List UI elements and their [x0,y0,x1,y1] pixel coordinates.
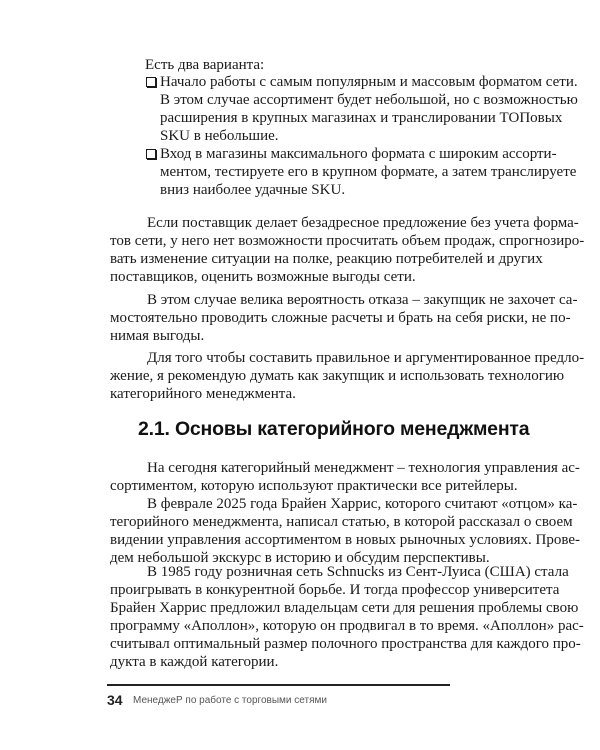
text-line: В этом случае ассортимент будет небольшой, но с возможностью [160,92,578,108]
text-line: тегорийного менеджмента, написал статью, в которой рассказал о своем [110,514,573,530]
paragraph [110,495,581,567]
text-line: видении управления ассортиментом в новых рыночных условиях. Прове- [110,532,581,548]
text-line: расширения в крупных магазинах и транслировании ТОПовых [160,110,563,126]
text-line: Вход в магазины максимального формата с широким ассорти- [160,146,557,162]
text-line: В 1985 году розничная сеть Schnucks из Сент-Луиса (США) стала [147,564,569,580]
text-line: сортиментом, которую используют практически все ритейлеры. [110,478,518,494]
paragraph [110,214,585,286]
text-line: Начало работы с самым популярным и массовым форматом сети. [160,74,578,90]
section-heading: 2.1. Основы категорийного менеджмента [138,418,530,440]
text-line: проигрывать в конкурентной борьбе. И тогда профессор университета [110,582,560,598]
text-line: считывал оптимальный размер полочного пространства для каждого про- [110,636,581,652]
paragraph [110,459,580,495]
text-line: нимая выгоды. [110,328,205,344]
text-line: В феврале 2025 года Брайен Харрис, которого считают «отцом» ка- [147,496,578,512]
paragraph [110,291,578,345]
paragraph [110,349,585,403]
text-line: мостоятельно проводить сложные расчеты и брать на себя риски, не по- [110,310,571,326]
text-line: На сегодня категорийный менеджмент – технология управления ас- [147,460,580,476]
text-line: дем небольшой экскурс в историю и обсудим перспективы. [110,550,490,566]
text-line: Есть два варианта: [145,57,265,73]
text-line: вать изменение ситуации на полке, реакцию потребителей и других [110,251,543,267]
text-line: Если поставщик делает безадресное предложение без учета форма- [147,215,579,231]
text-line: программу «Аполлон», которую он продвигал в то время. «Аполлон» рас- [110,618,584,634]
text-line: Для того чтобы составить правильное и аргументированное предло- [147,350,585,366]
bullet-item [146,73,578,145]
text-line: поставщиков, оценить возможные выгоды сети. [110,269,416,285]
paragraph [110,563,584,671]
text-line: дукта в каждой категории. [110,654,279,670]
text-line: В этом случае велика вероятность отказа – закупщик не захочет са- [147,292,578,308]
text-line: Брайен Харрис предложил владельцам сети для решения проблемы свою [110,600,579,616]
checkbox-square-icon [146,77,156,87]
intro-text [110,56,513,74]
text-line: SKU в небольшие. [160,128,279,144]
text-line: вниз наиболее удачные SKU. [160,182,346,198]
running-footer-title: МенеджеР по работе с торговыми сетями [133,695,327,706]
text-line: категорийного менеджмента. [110,386,296,402]
footer-divider [107,684,450,686]
text-line: тов сети, у него нет возможности просчитать объем продаж, спрогнозиро- [110,233,585,249]
page-number: 34 [107,692,123,708]
text-line: ментом, тестируете его в крупном формате, а затем транслируете [160,164,577,180]
text-line: жение, я рекомендую думать как закупщик и использовать технологию [110,368,565,384]
bullet-item [146,145,577,199]
checkbox-square-icon [146,149,156,159]
